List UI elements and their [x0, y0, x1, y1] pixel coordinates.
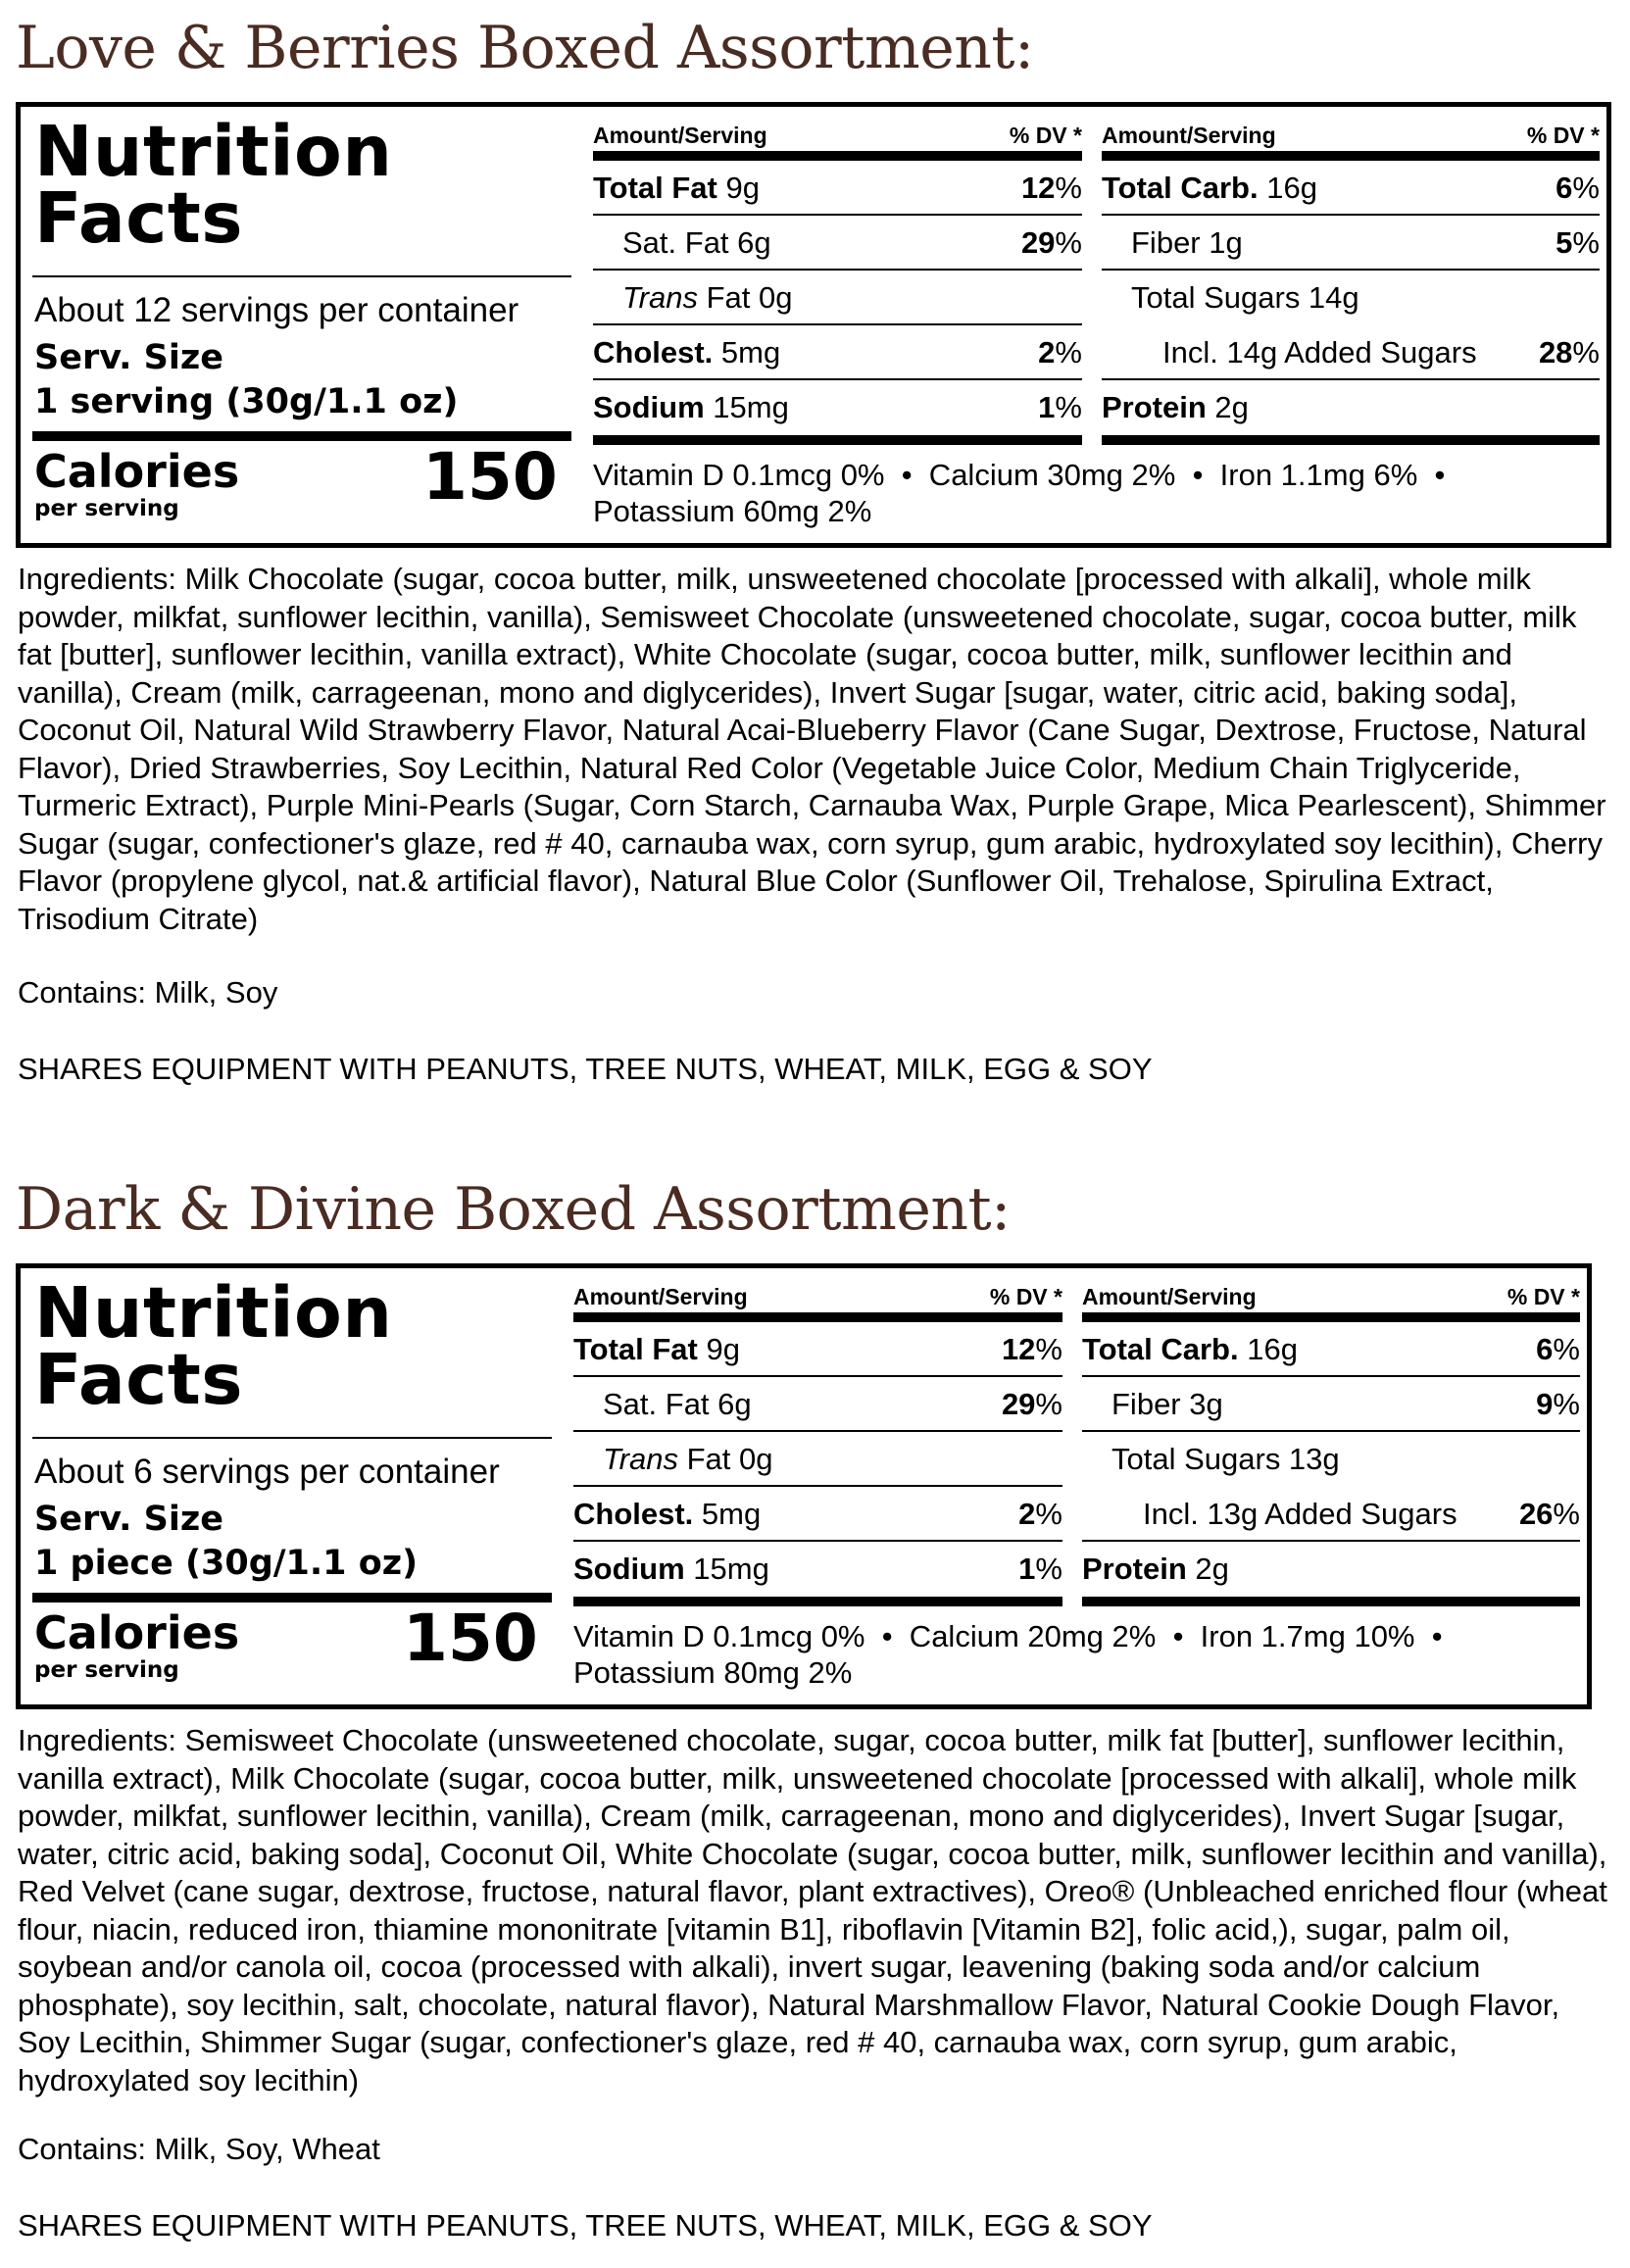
nutrient-name: Trans: [622, 280, 698, 315]
column-bar: [1102, 435, 1600, 445]
nutrient-row: [573, 1542, 1062, 1597]
heading-line-2: Facts: [34, 1339, 244, 1420]
percent-sign: %: [1572, 171, 1600, 205]
column-bar: [1082, 1597, 1580, 1606]
column-header: [1102, 117, 1600, 150]
nutrient-name: Protein: [1102, 390, 1207, 424]
percent-sign: %: [1572, 225, 1600, 260]
nutrition-facts-heading: [34, 111, 393, 259]
nutrient-amount: 9g: [716, 171, 760, 205]
nutrition-facts-heading: [34, 1272, 393, 1420]
nutrient-dv: 26: [1518, 1497, 1554, 1531]
nutrient-column-left: [593, 117, 1082, 440]
nutrient-column-left: [573, 1278, 1062, 1602]
divider: [32, 275, 571, 277]
nutrient-amount: 16g: [1238, 1332, 1298, 1366]
nutrient-row: [593, 380, 1082, 435]
nutrient-name: Trans: [603, 1442, 678, 1476]
nutrient-row: [1102, 325, 1600, 380]
nutrient-row: [573, 1377, 1062, 1432]
calories-label: Calories: [34, 445, 240, 498]
nutrient-row: [1082, 1542, 1580, 1597]
nutrient-dv: 12: [1020, 171, 1056, 205]
calories-label: Calories: [34, 1606, 240, 1659]
nutrient-row: [1102, 216, 1600, 271]
nutrient-amount: 16g: [1258, 171, 1317, 205]
amount-header: Amount/Serving: [1082, 1284, 1257, 1309]
nutrient-row: [1102, 161, 1600, 216]
nutrient-row: [593, 271, 1082, 325]
nutrient-name: Total Fat: [573, 1332, 698, 1366]
column-bar: [1082, 1312, 1580, 1322]
column-bar: [593, 151, 1082, 161]
nutrient-name: Cholest.: [593, 335, 714, 370]
column-bar: [593, 435, 1082, 445]
vitamins-line-1: Vitamin D 0.1mcg 0% • Calcium 30mg 2% • Iron 1.1mg 6% •: [593, 458, 1446, 492]
nutrient-dv: 2: [1018, 1497, 1036, 1531]
percent-sign: %: [1035, 1332, 1062, 1366]
shared-equipment-notice: SHARES EQUIPMENT WITH PEANUTS, TREE NUTS, WHEAT, MILK, EGG & SOY: [18, 1052, 1153, 1086]
percent-sign: %: [1572, 335, 1600, 370]
nutrient-row: [1082, 1432, 1580, 1487]
percent-sign: %: [1055, 171, 1082, 205]
heading-line-2: Facts: [34, 177, 244, 259]
nutrient-amount: Sat. Fat 6g: [603, 1387, 752, 1421]
percent-sign: %: [1055, 335, 1082, 370]
product-title: Dark & Divine Boxed Assortment:: [16, 1175, 1011, 1244]
nutrient-name: Sodium: [573, 1552, 685, 1586]
nutrient-dv: 1: [1018, 1552, 1036, 1586]
percent-sign: %: [1035, 1497, 1062, 1531]
serving-size-label: Serv. Size: [34, 338, 223, 377]
amount-header: Amount/Serving: [593, 123, 767, 148]
nutrient-amount: Incl. 14g Added Sugars: [1162, 335, 1477, 370]
nutrient-amount: Fat 0g: [677, 1442, 773, 1476]
percent-sign: %: [1055, 390, 1082, 424]
nutrient-name: Cholest.: [573, 1497, 694, 1531]
nutrient-name: Total Carb.: [1082, 1332, 1239, 1366]
heading-line-1: Nutrition: [34, 1272, 393, 1354]
percent-sign: %: [1553, 1387, 1580, 1421]
nutrient-dv: 9: [1536, 1387, 1554, 1421]
nutrient-amount: Total Sugars 14g: [1131, 280, 1359, 315]
nutrition-facts-panel: [16, 1263, 1592, 1709]
servings-per-container: About 12 servings per container: [34, 291, 519, 329]
nutrient-amount: Fiber 1g: [1131, 225, 1243, 260]
nutrient-amount: Fat 0g: [697, 280, 793, 315]
nutrient-amount: 5mg: [713, 335, 781, 370]
nutrient-dv: 29: [1020, 225, 1056, 260]
nutrient-row: [1082, 1322, 1580, 1377]
ingredients-text: Ingredients: Milk Chocolate (sugar, cocoa butter, milk, unsweetened chocolate [processed with alkali], whole milk powder, milkfat, sunflower lecithin, vanilla), Semisweet Chocolate (unsweetened chocolate, sugar, cocoa butter, milk fat [butter], sunflower lecithin, vanilla extract), White Chocolate (sugar, cocoa butter, milk, sunflower lecithin and vanilla), Cream (milk, carrageenan, mono and diglycerides), Invert Sugar [sugar, water, citric acid, baking soda], Coconut Oil, Natural Wild Strawberry Flavor, Natural Acai-Blueberry Flavor (Cane Sugar, Dextrose, Fructose, Natural Flavor), Dried Strawberries, Soy Lecithin, Natural Red Color (Vegetable Juice Color, Medium Chain Triglyceride, Turmeric Extract), Purple Mini-Pearls (Sugar, Corn Starch, Carnauba Wax, Purple Grape, Mica Pearlescent), Shimmer Sugar (sugar, confectioner's glaze, red # 40, carnauba wax, corn syrup, gum arabic, hydroxylated soy lecithin), Cherry Flavor (propylene glycol, nat.& artificial flavor), Natural Blue Color (Sunflower Oil, Trehalose, Spirulina Extract, Trisodium Citrate): [18, 562, 1606, 936]
nutrient-amount: 2g: [1206, 390, 1249, 424]
percent-sign: %: [1553, 1332, 1580, 1366]
nutrient-dv: 1: [1038, 390, 1056, 424]
column-header: [1082, 1278, 1580, 1311]
nutrient-dv: 6: [1556, 171, 1573, 205]
nutrient-dv: 29: [1001, 1387, 1036, 1421]
vitamins-line-1: Vitamin D 0.1mcg 0% • Calcium 20mg 2% • Iron 1.7mg 10% •: [573, 1619, 1443, 1653]
nutrient-column-right: [1102, 117, 1600, 440]
column-bar: [573, 1312, 1062, 1322]
shared-equipment-notice: SHARES EQUIPMENT WITH PEANUTS, TREE NUTS, WHEAT, MILK, EGG & SOY: [18, 2208, 1153, 2243]
ingredients-text: Ingredients: Semisweet Chocolate (unsweetened chocolate, sugar, cocoa butter, milk fat [butter], sunflower lecithin, vanilla extract), Milk Chocolate (sugar, cocoa butter, milk, unsweetened chocolate [processed with alkali], whole milk powder, milkfat, sunflower lecithin, vanilla), Cream (milk, carrageenan, mono and diglycerides), Invert Sugar [sugar, water, citric acid, baking soda], Coconut Oil, White Chocolate (sugar, cocoa butter, milk, sunflower lecithin and vanilla), Red Velvet (cane sugar, dextrose, fructose, natural flavor, plant extractives), Oreo® (Unbleached enriched flour (wheat flour, niacin, reduced iron, thiamine mononitrate [vitamin B1], riboflavin [Vitamin B2], folic acid,), sugar, palm oil, soybean and/or canola oil, cocoa (processed with alkali), invert sugar, leavening (baking soda and/or calcium phosphate), soy lecithin, salt, chocolate, natural flavor), Natural Marshmallow Flavor, Natural Cookie Dough Flavor, Soy Lecithin, Shimmer Sugar (sugar, confectioner's glaze, red # 40, carnauba wax, corn syrup, gum arabic, hydroxylated soy lecithin): [18, 1723, 1607, 2097]
allergen-contains: Contains: Milk, Soy, Wheat: [18, 2132, 380, 2166]
percent-sign: %: [1055, 225, 1082, 260]
dv-header: % DV *: [1507, 1284, 1580, 1309]
serving-size-value: 1 serving (30g/1.1 oz): [34, 382, 459, 421]
percent-sign: %: [1035, 1552, 1062, 1586]
heading-line-1: Nutrition: [34, 111, 393, 192]
vitamins-minerals: [573, 1618, 1583, 1691]
nutrient-dv: 28: [1538, 335, 1573, 370]
amount-header: Amount/Serving: [573, 1284, 748, 1309]
calories-value: 150: [403, 1601, 538, 1676]
nutrient-row: [573, 1432, 1062, 1487]
nutrient-row: [593, 216, 1082, 271]
nutrient-dv: 2: [1038, 335, 1056, 370]
column-bar: [573, 1597, 1062, 1606]
nutrient-amount: 9g: [697, 1332, 740, 1366]
nutrient-row: [1082, 1377, 1580, 1432]
column-header: [593, 117, 1082, 150]
serving-size-value: 1 piece (30g/1.1 oz): [34, 1544, 419, 1583]
calories-per-serving: per serving: [34, 1657, 179, 1683]
nutrient-column-right: [1082, 1278, 1580, 1602]
product-title: Love & Berries Boxed Assortment:: [16, 14, 1034, 82]
nutrient-amount: Sat. Fat 6g: [622, 225, 771, 260]
nutrient-amount: 15mg: [684, 1552, 769, 1586]
dv-header: % DV *: [989, 1284, 1062, 1309]
nutrient-amount: 5mg: [693, 1497, 762, 1531]
percent-sign: %: [1553, 1497, 1580, 1531]
vitamins-line-2: Potassium 80mg 2%: [573, 1655, 853, 1690]
nutrient-name: Sodium: [593, 390, 705, 424]
vitamins-line-2: Potassium 60mg 2%: [593, 494, 872, 528]
divider: [32, 1437, 552, 1439]
nutrient-row: [573, 1487, 1062, 1542]
nutrition-facts-panel: [16, 102, 1611, 548]
percent-sign: %: [1035, 1387, 1062, 1421]
nutrient-row: [1102, 271, 1600, 325]
nutrient-dv: 5: [1556, 225, 1573, 260]
nutrient-row: [1082, 1487, 1580, 1542]
nutrient-name: Total Carb.: [1102, 171, 1259, 205]
nutrient-amount: 2g: [1186, 1552, 1229, 1586]
calories-per-serving: per serving: [34, 496, 179, 521]
amount-header: Amount/Serving: [1102, 123, 1276, 148]
nutrient-amount: Fiber 3g: [1111, 1387, 1223, 1421]
nutrient-amount: Total Sugars 13g: [1111, 1442, 1340, 1476]
nutrient-amount: Incl. 13g Added Sugars: [1143, 1497, 1457, 1531]
servings-per-container: About 6 servings per container: [34, 1453, 500, 1491]
nutrient-amount: 15mg: [704, 390, 789, 424]
nutrient-name: Total Fat: [593, 171, 717, 205]
column-header: [573, 1278, 1062, 1311]
nutrient-row: [573, 1322, 1062, 1377]
calories-value: 150: [422, 439, 558, 515]
vitamins-minerals: [593, 457, 1603, 529]
nutrient-name: Protein: [1082, 1552, 1187, 1586]
nutrient-row: [1102, 380, 1600, 435]
dv-header: % DV *: [1526, 123, 1600, 148]
serving-size-label: Serv. Size: [34, 1500, 223, 1539]
dv-header: % DV *: [1009, 123, 1082, 148]
nutrient-dv: 12: [1001, 1332, 1036, 1366]
allergen-contains: Contains: Milk, Soy: [18, 975, 278, 1010]
nutrient-row: [593, 325, 1082, 380]
column-bar: [1102, 151, 1600, 161]
nutrient-dv: 6: [1536, 1332, 1554, 1366]
nutrient-row: [593, 161, 1082, 216]
